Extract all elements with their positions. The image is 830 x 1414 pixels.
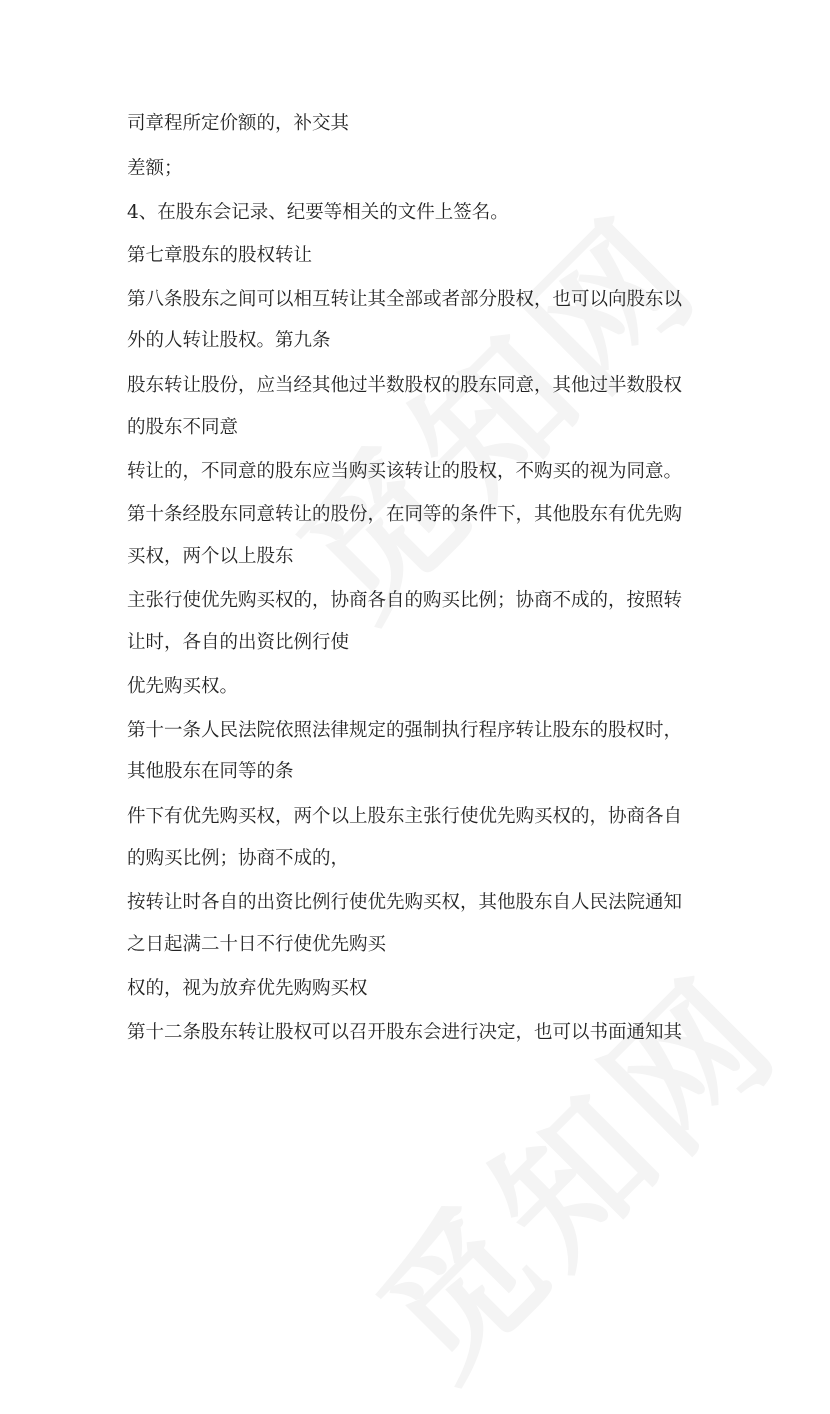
text-line: 第十一条人民法院依照法律规定的强制执行程序转让股东的股权时， <box>127 720 683 741</box>
text-line: 按转让时各自的出资比例行使优先购买权，其他股东自人民法院通知 <box>127 892 683 913</box>
watermark <box>324 922 816 1414</box>
text-line: 的购买比例；协商不成的， <box>127 848 350 869</box>
text-line: 其他股东在同等的条 <box>127 761 294 782</box>
text-line: 差额； <box>127 158 183 179</box>
text-line: 买权，两个以上股东 <box>127 546 294 567</box>
chapter-heading: 第七章股东的股权转让 <box>127 245 313 266</box>
text-line: 外的人转让股权。第九条 <box>127 330 331 351</box>
text-line: 件下有优先购买权，两个以上股东主张行使优先购买权的，协商各自 <box>127 806 683 827</box>
watermark <box>244 162 736 654</box>
text-line: 转让的，不同意的股东应当购买该转让的股权，不购买的视为同意。 <box>127 461 683 482</box>
text-line: 4、在股东会记录、纪要等相关的文件上签名。 <box>127 202 509 223</box>
text-line: 优先购买权。 <box>127 676 239 697</box>
text-line: 主张行使优先购买权的，协商各自的购买比例；协商不成的，按照转 <box>127 590 683 611</box>
text-line: 让时，各自的出资比例行使 <box>127 632 350 653</box>
text-line: 第十条经股东同意转让的股份，在同等的条件下，其他股东有优先购 <box>127 504 683 525</box>
text-line: 司章程所定价额的，补交其 <box>127 113 350 134</box>
text-line: 权的，视为放弃优先购购买权 <box>127 978 368 999</box>
text-line: 股东转让股份，应当经其他过半数股权的股东同意，其他过半数股权 <box>127 375 683 396</box>
text-line: 第八条股东之间可以相互转让其全部或者部分股权，也可以向股东以 <box>127 289 683 310</box>
text-line: 之日起满二十日不行使优先购买 <box>127 934 387 955</box>
text-line: 第十二条股东转让股权可以召开股东会进行决定，也可以书面通知其 <box>127 1022 683 1043</box>
text-line: 的股东不同意 <box>127 417 239 438</box>
